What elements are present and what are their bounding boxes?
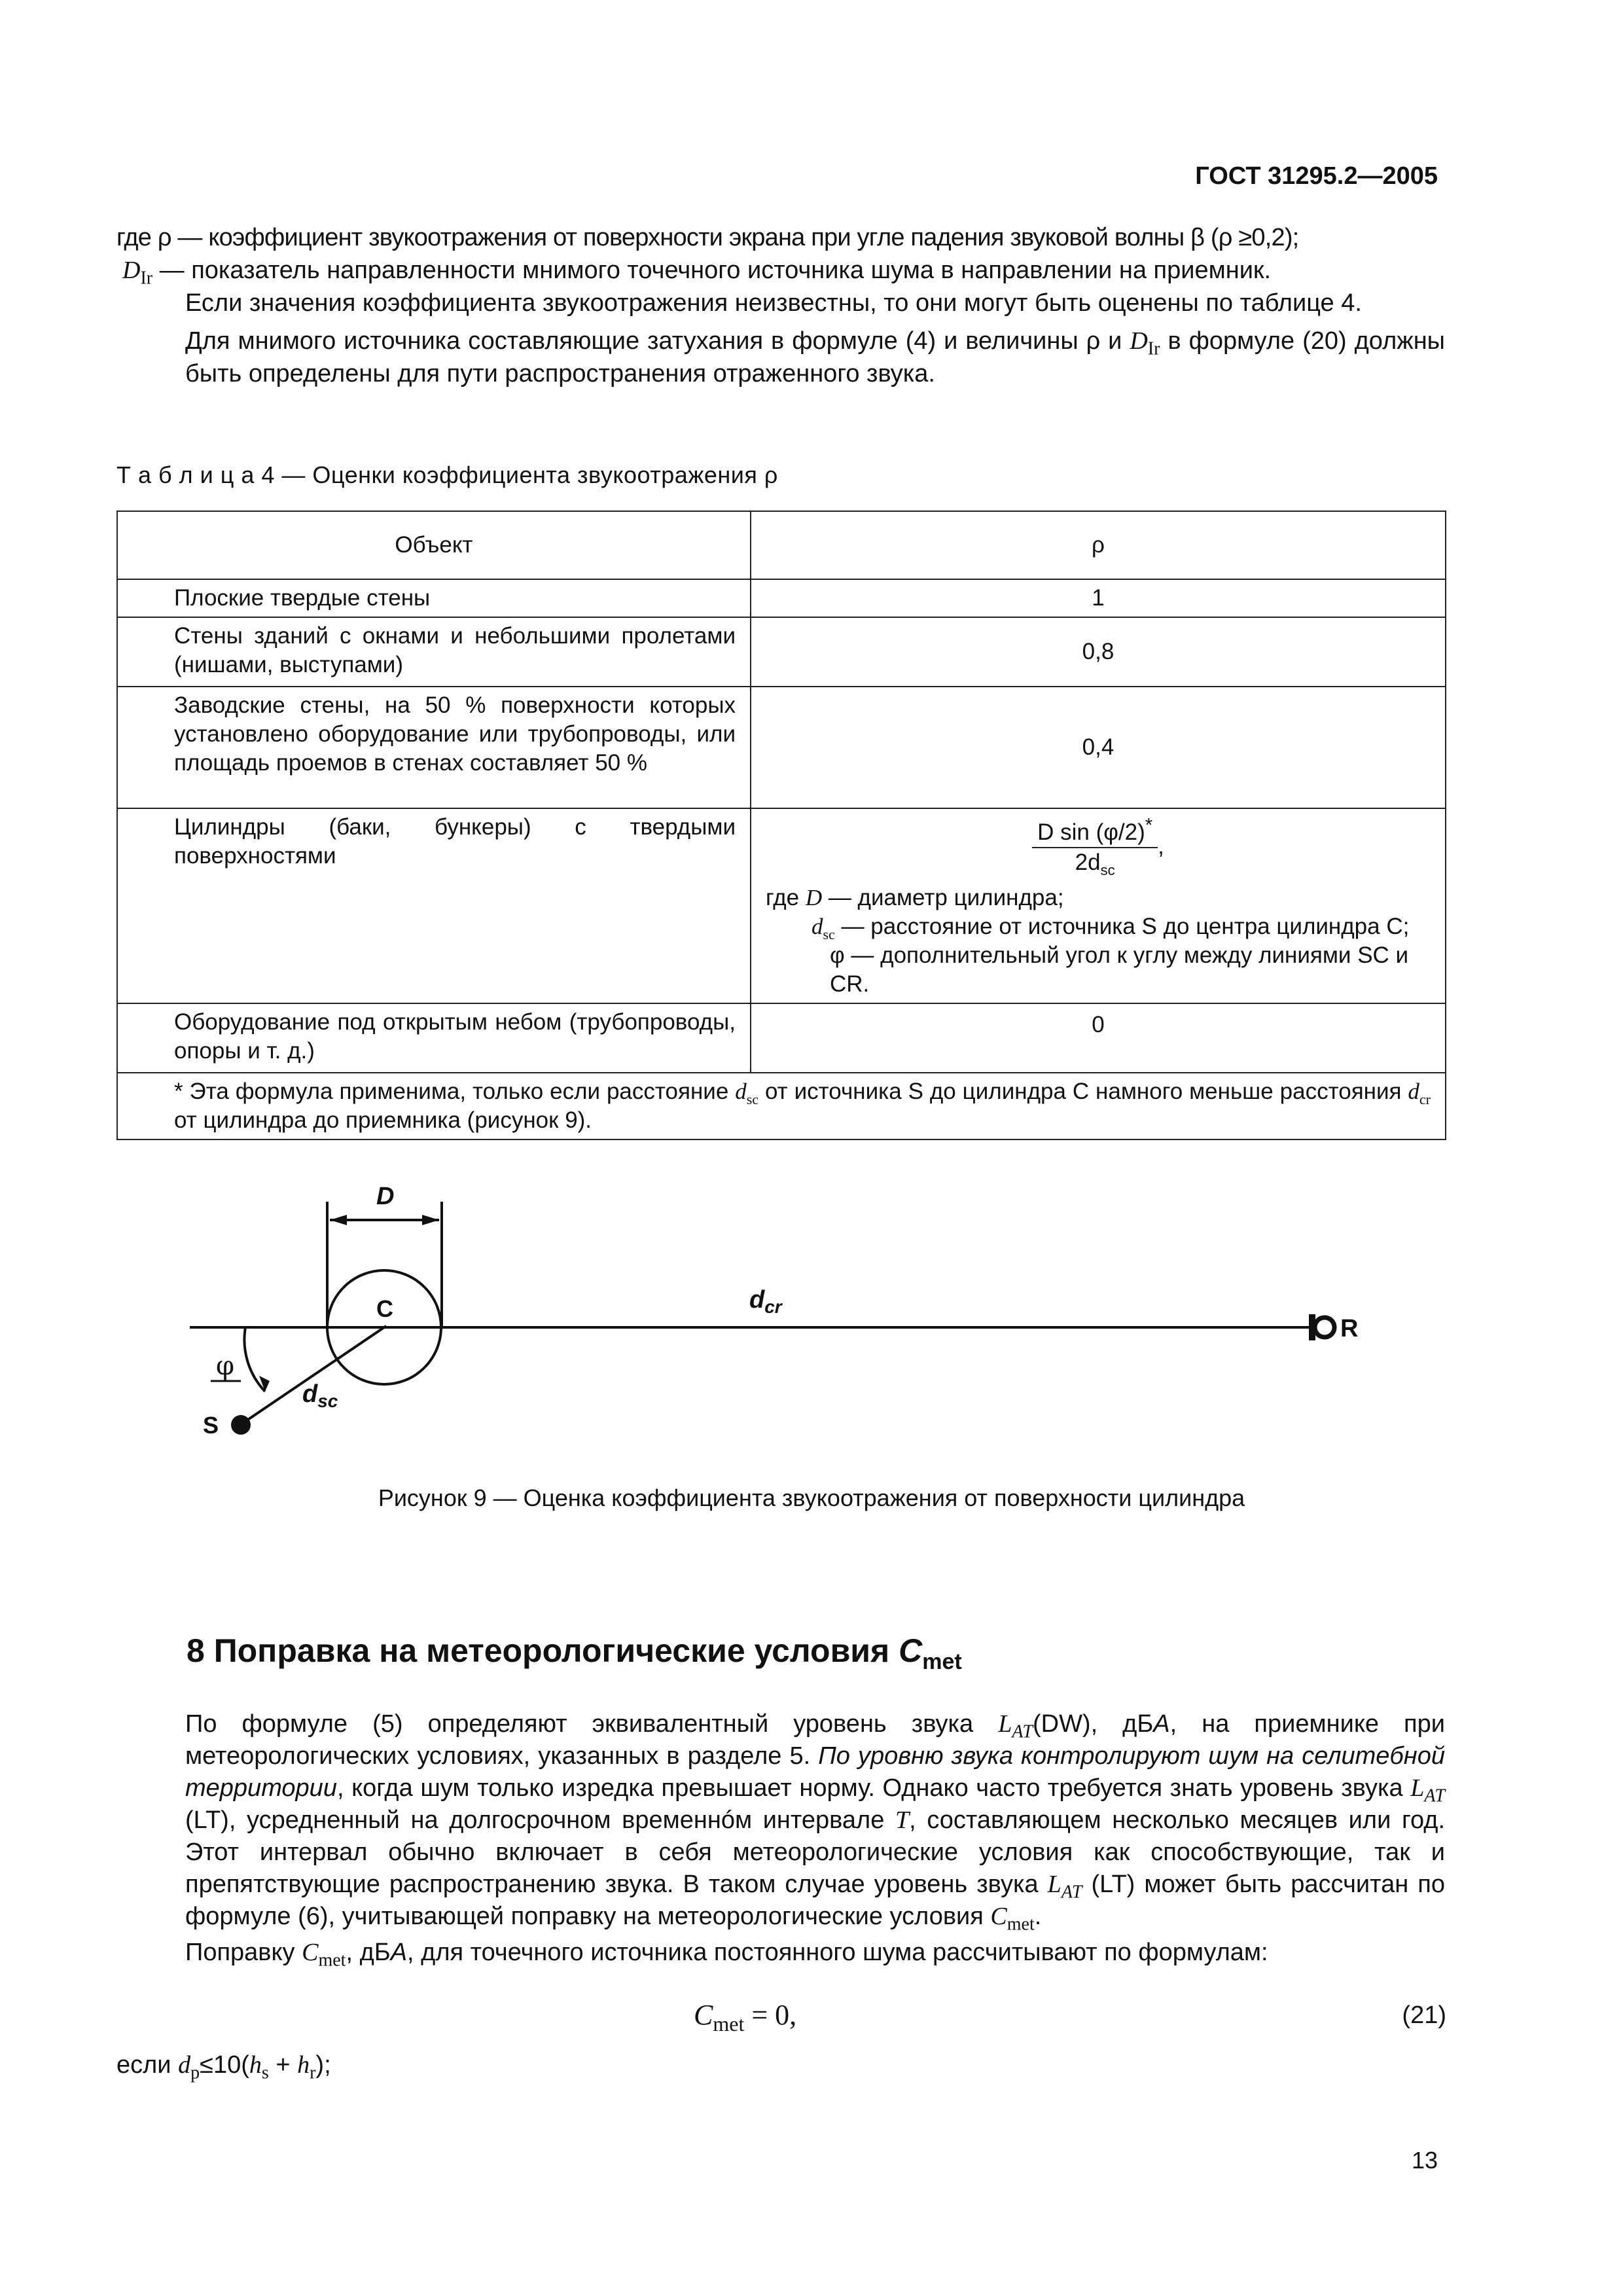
symbol-sub: Ir — [1147, 338, 1160, 359]
symbol-A: A — [1153, 1710, 1170, 1738]
row-object: Стены зданий с окнами и небольшими пролетами (нишами, выступами) — [117, 617, 751, 687]
where-D-text: — диаметр цилиндра; — [822, 885, 1064, 910]
cond-c: ); — [315, 2051, 331, 2079]
p1-italic: По уровню звука контролируют шум на селитебной территории — [185, 1742, 1445, 1802]
header-rho: ρ — [751, 511, 1446, 579]
symbol-C: C — [302, 1939, 319, 1966]
row-value: 0 — [751, 1003, 1446, 1073]
cylinder-formula — [766, 815, 1431, 878]
row-object: Оборудование под открытым небом (трубопроводы, опоры и т. д.) — [117, 1003, 751, 1073]
table-footnote — [117, 1073, 1446, 1139]
formula-denominator-sub: sc — [1100, 862, 1115, 878]
symbol-sub: met — [713, 2011, 745, 2036]
symbol-sub: met — [922, 1649, 962, 1674]
symbol-C: C — [899, 1632, 923, 1669]
table-footnote-row — [117, 1073, 1446, 1139]
symbol-sub: Ir — [140, 268, 153, 289]
p2-c: , для точечного источника постоянного шума рассчитывают по формулам: — [407, 1939, 1268, 1966]
source-cylinder-line — [242, 1326, 386, 1424]
label-dcr-main: d — [749, 1286, 765, 1314]
where-dsc-text: — расстояние от источника S до центра цилиндра C; — [834, 914, 1410, 939]
cond-a: если — [116, 2051, 179, 2079]
footnote-text-c: от цилиндра до приемника (рисунок 9). — [174, 1107, 592, 1133]
formula-rest: = 0, — [744, 1999, 797, 2031]
table-row — [117, 1003, 1446, 1073]
intro-line-dir-text: — показатель направленности мнимого точечного источника шума в направлении на приемник. — [152, 257, 1272, 284]
cylinder-where-dsc — [766, 912, 1431, 941]
footnote-text-b: от источника S до цилиндра C намного меньше расстояния — [758, 1079, 1408, 1104]
p1-b: (DW), дБ — [1032, 1710, 1154, 1738]
symbol-sub: p — [190, 2062, 200, 2083]
table-row — [117, 687, 1446, 808]
symbol-sub: AT — [1424, 1785, 1445, 1806]
section8-p1-text — [116, 1708, 1445, 1933]
formula-fraction — [1032, 815, 1158, 878]
symbol-h: h — [297, 2051, 310, 2079]
formula-numerator: D sin (φ/2) — [1037, 819, 1145, 845]
cond-plus: + — [268, 2051, 298, 2079]
label-C: C — [376, 1295, 393, 1322]
symbol-sub: r — [310, 2062, 316, 2083]
section-title-text: 8 Поправка на метеорологические условия — [187, 1632, 899, 1669]
table-row — [117, 617, 1446, 687]
symbol-C: C — [694, 1999, 713, 2031]
arrowhead-arc — [259, 1376, 270, 1391]
arrowhead-left — [330, 1215, 347, 1225]
p1-a: По формуле (5) определяют эквивалентный уровень звука — [185, 1710, 999, 1738]
symbol-L: L — [998, 1710, 1012, 1738]
formula-condition — [116, 2051, 331, 2083]
source-point — [231, 1415, 251, 1435]
standard-number: ГОСТ 31295.2—2005 — [1195, 162, 1438, 190]
symbol-sub: met — [1007, 1914, 1035, 1935]
label-D: D — [376, 1183, 395, 1210]
symbol-T: T — [895, 1806, 910, 1834]
reflection-table — [116, 511, 1446, 1140]
formula-number: (21) — [1402, 2001, 1446, 2029]
row-value: 0,4 — [751, 687, 1446, 808]
label-R: R — [1340, 1315, 1359, 1342]
p1-g: (LT) может быть рассчитан по формуле (6), учитывающей поправку на метеорологические условия — [185, 1871, 1445, 1930]
row-value: 0,8 — [751, 617, 1446, 687]
row-value: 1 — [751, 579, 1446, 617]
symbol-sub: s — [261, 2062, 269, 2083]
p1-h: . — [1034, 1903, 1042, 1930]
formula-comma: , — [1158, 833, 1164, 859]
intro-line-imaginary-a: Для мнимого источника составляющие затухания в формуле (4) и величины ρ и — [185, 327, 1130, 355]
label-dsc — [302, 1380, 338, 1411]
p2-b: , дБ — [346, 1939, 391, 1966]
symbol-L: L — [1047, 1871, 1061, 1898]
table-row — [117, 579, 1446, 617]
symbol-d: d — [812, 914, 823, 939]
label-dcr-sub: cr — [764, 1297, 782, 1317]
section8-p2-text — [116, 1937, 1445, 1969]
intro-line-dir — [116, 254, 1445, 287]
figure-caption: Рисунок 9 — Оценка коэффициента звукоотражения от поверхности цилиндра — [378, 1484, 1245, 1511]
receiver-point — [1315, 1318, 1334, 1337]
section-title — [187, 1632, 962, 1674]
p2-a: Поправку — [185, 1939, 302, 1966]
table-caption: Т а б л и ц а 4 — Оценки коэффициента звукоотражения ρ — [116, 461, 778, 488]
intro-line-imaginary — [116, 325, 1445, 390]
symbol-C: C — [990, 1903, 1007, 1930]
symbol-D: D — [1130, 327, 1148, 355]
cylinder-where-phi: φ — дополнительный угол к углу между линиями SC и CR. — [830, 942, 1409, 997]
symbol-d: d — [178, 2051, 191, 2079]
row-value-cylinder — [751, 808, 1446, 1003]
symbol-h: h — [249, 2051, 262, 2079]
formula-denominator: 2d — [1075, 850, 1101, 875]
table-header-row — [117, 511, 1446, 579]
intro-line-table-ref: Если значения коэффициента звукоотражения неизвестны, то они могут быть оценены по таблице 4. — [185, 289, 1362, 317]
intro-line-imaginary-b: в формуле (20) должны быть определены для пути распространения отраженного звука. — [185, 327, 1445, 387]
arrowhead-right — [422, 1215, 439, 1225]
row-object: Цилиндры (баки, бункеры) с твердыми поверхностями — [117, 808, 751, 1003]
label-dcr — [749, 1286, 783, 1317]
where-word: где — [766, 885, 806, 910]
symbol-sub: met — [318, 1950, 346, 1971]
cylinder-where-D — [766, 884, 1431, 912]
symbol-d: d — [735, 1079, 747, 1104]
symbol-sub: cr — [1419, 1091, 1431, 1107]
intro-text — [116, 221, 1445, 390]
p1-c: , на приемнике при метеорологических условиях, указанных в разделе 5. — [185, 1710, 1445, 1770]
footnote-text-a: * Эта формула применима, только если расстояние — [174, 1079, 736, 1104]
symbol-sub: AT — [1012, 1721, 1033, 1742]
p1-d: , когда шум только изредка превышает норму. Однако часто требуется знать уровень звука — [336, 1774, 1411, 1802]
symbol-D: D — [122, 257, 141, 284]
symbol-sub: sc — [823, 926, 835, 942]
footnote-mark: * — [1145, 815, 1153, 836]
symbol-sub: sc — [746, 1091, 759, 1107]
section8-paragraph-1 — [116, 1708, 1445, 1969]
page-number: 13 — [1411, 2147, 1438, 2174]
p1-f: , составляющем несколько месяцев или год. Этот интервал обычно включает в себя метеорологические условия как способствующие, так и препятствующие распространению звука. В таком случае уровень звука — [185, 1806, 1445, 1898]
intro-line-rho: где ρ — коэффициент звукоотражения от поверхности экрана при угле падения звуковой волны β (ρ ≥0,2); — [116, 224, 1299, 251]
symbol-d: d — [1408, 1079, 1419, 1104]
cond-b: ≤10( — [200, 2051, 249, 2079]
symbol-L: L — [1410, 1774, 1425, 1802]
label-dsc-main: d — [302, 1380, 318, 1408]
symbol-D: D — [805, 885, 823, 910]
label-dsc-sub: sc — [317, 1391, 338, 1411]
symbol-sub: AT — [1061, 1882, 1082, 1903]
symbol-A: A — [390, 1939, 408, 1966]
label-S: S — [203, 1412, 219, 1439]
formula-21 — [694, 1998, 797, 2036]
table-row — [117, 808, 1446, 1003]
figure-cylinder-reflection — [0, 1172, 1623, 1460]
row-object: Заводские стены, на 50 % поверхности которых установлено оборудование или трубопроводы, или площадь проемов в стенах составляет 50 % — [117, 687, 751, 808]
header-object: Объект — [117, 511, 751, 579]
row-object: Плоские твердые стены — [117, 579, 751, 617]
p1-e: (LT), усредненный на долгосрочном временнóм интервале — [185, 1806, 895, 1834]
label-phi: φ — [216, 1351, 235, 1381]
